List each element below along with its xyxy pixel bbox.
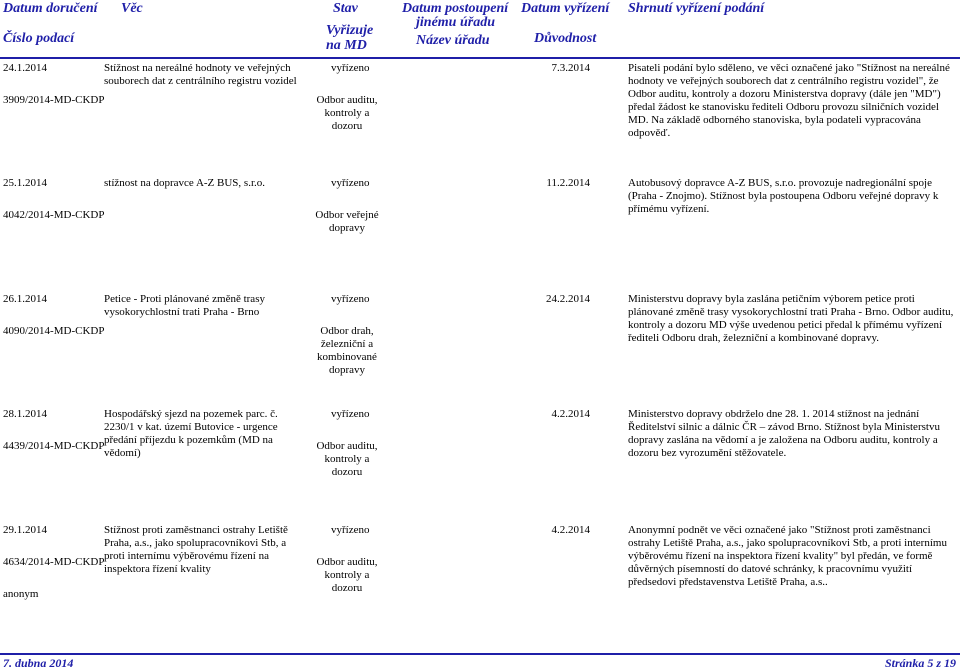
vec: Stížnost na nereálné hodnoty ve veřejných souborech dat z centrálního registru vozidel <box>104 62 297 87</box>
datum-vyrizeni: 4.2.2014 <box>551 408 590 420</box>
header-datum-postoupeni: Datum postoupení <box>402 1 509 16</box>
datum-doruceni: 24.1.2014 <box>3 62 47 74</box>
stav: vyřízeno <box>331 177 370 189</box>
header-datum-vyrizeni: Datum vyřízení <box>521 1 610 16</box>
cislo-podaci: 4439/2014-MD-CKDP <box>3 440 105 452</box>
shrnuti: Autobusový dopravce A-Z BUS, s.r.o. provozuje nadregionální spoje (Praha - Znojmo). Stížnost byla postoupena Odboru veřejné dopravy k přímému vyřízení. <box>628 177 939 215</box>
vec: stížnost na dopravce A-Z BUS, s.r.o. <box>104 177 266 189</box>
stav: vyřízeno <box>331 408 370 420</box>
cislo-podaci: 3909/2014-MD-CKDP <box>3 94 105 106</box>
stav: vyřízeno <box>331 293 370 305</box>
header-cislo-podaci: Číslo podací <box>3 31 75 46</box>
datum-vyrizeni: 4.2.2014 <box>551 524 590 536</box>
header-shrnuti: Shrnutí vyřízení podání <box>628 1 765 16</box>
header-nazev-uradu: Název úřadu <box>416 33 490 48</box>
vyrizuje: Odbor auditu, kontroly a dozoru <box>316 94 378 132</box>
shrnuti: Anonymní podnět ve věci označené jako "Stížnost proti zaměstnanci ostrahy Letiště Praha, a.s., jako spolupracovníkovi Stb, a proti internímu výběrovému řízení na inspektora řízení kvality" byl předán, ve formě důvěrných písemností do datové schránky, k pracovnímu využití předsedovi představenstva Letiště Praha, a.s.. <box>628 524 947 588</box>
footer-date: 7. dubna 2014 <box>3 656 74 670</box>
header-stav: Stav <box>333 1 358 16</box>
anonym-label: anonym <box>3 588 39 600</box>
datum-vyrizeni: 11.2.2014 <box>546 177 590 189</box>
datum-doruceni: 26.1.2014 <box>3 293 47 305</box>
datum-vyrizeni: 7.3.2014 <box>551 62 590 74</box>
shrnuti: Ministerstvu dopravy byla zaslána petičním výborem petice proti plánované změně trasy vysokorychlostní trati Praha - Brno. Odbor auditu, kontroly a dozoru MD výše uvedenou petici předal k přímému vyřízení řediteli Odboru drah, železniční a kombinované dopravy. <box>628 293 954 344</box>
stav: vyřízeno <box>331 524 370 536</box>
datum-vyrizeni: 24.2.2014 <box>546 293 590 305</box>
shrnuti: Pisateli podání bylo sděleno, ve věci označené jako "Stížnost na nereálné hodnoty ve veřejných souborech dat z centrálního registru vozidel", že Odbor auditu, kontroly a dozoru Ministerstva dopravy (dále jen "MD") předal žádost ke stanovisku řediteli Odboru provozu silničních vozidel MD. Na základě odborného stanoviska, byla podateli vypracována odpověď. <box>628 62 950 139</box>
shrnuti: Ministerstvo dopravy obdrželo dne 28. 1. 2014 stížnost na jednání Ředitelství silnic a dálnic ČR – závod Brno. Stížnost byla Ministerstvu dopravy zaslána na vědomí a je založena na Odboru auditu, kontroly a dozoru bez vyrozumění stěžovatele. <box>628 408 940 459</box>
vec: Petice - Proti plánované změně trasy vysokorychlostní trati Praha - Brno <box>104 293 265 318</box>
datum-doruceni: 28.1.2014 <box>3 408 47 420</box>
header-duvodnost: Důvodnost <box>534 31 597 46</box>
vyrizuje: Odbor veřejné dopravy <box>315 209 379 234</box>
datum-doruceni: 25.1.2014 <box>3 177 47 189</box>
vyrizuje: Odbor drah, železniční a kombinované dopravy <box>317 325 377 376</box>
cislo-podaci: 4634/2014-MD-CKDP <box>3 556 105 568</box>
vyrizuje: Odbor auditu, kontroly a dozoru <box>316 556 378 594</box>
vec: Stížnost proti zaměstnanci ostrahy Letiště Praha, a.s., jako spolupracovníkovi Stb, a proti internímu výběrovému řízení na inspektora řízení kvality <box>104 524 288 575</box>
footer-divider <box>0 653 960 655</box>
header-vec: Věc <box>121 1 143 16</box>
cislo-podaci: 4042/2014-MD-CKDP <box>3 209 105 221</box>
header-divider <box>0 57 960 59</box>
table-header <box>0 0 960 58</box>
vec: Hospodářský sjezd na pozemek parc. č. 2230/1 v kat. území Butovice - urgence předání příjezdu k pozemkům (MD na vědomí) <box>104 408 278 459</box>
stav: vyřízeno <box>331 62 370 74</box>
cislo-podaci: 4090/2014-MD-CKDP <box>3 325 105 337</box>
header-jinemu-uradu: jinému úřadu <box>416 15 495 30</box>
vyrizuje: Odbor auditu, kontroly a dozoru <box>316 440 378 478</box>
footer-page-number: Stránka 5 z 19 <box>884 656 956 670</box>
header-na-md: na MD <box>326 38 367 53</box>
header-vyrizuje: Vyřizuje <box>326 23 374 38</box>
datum-doruceni: 29.1.2014 <box>3 524 47 536</box>
header-datum-doruceni: Datum doručení <box>3 1 98 16</box>
